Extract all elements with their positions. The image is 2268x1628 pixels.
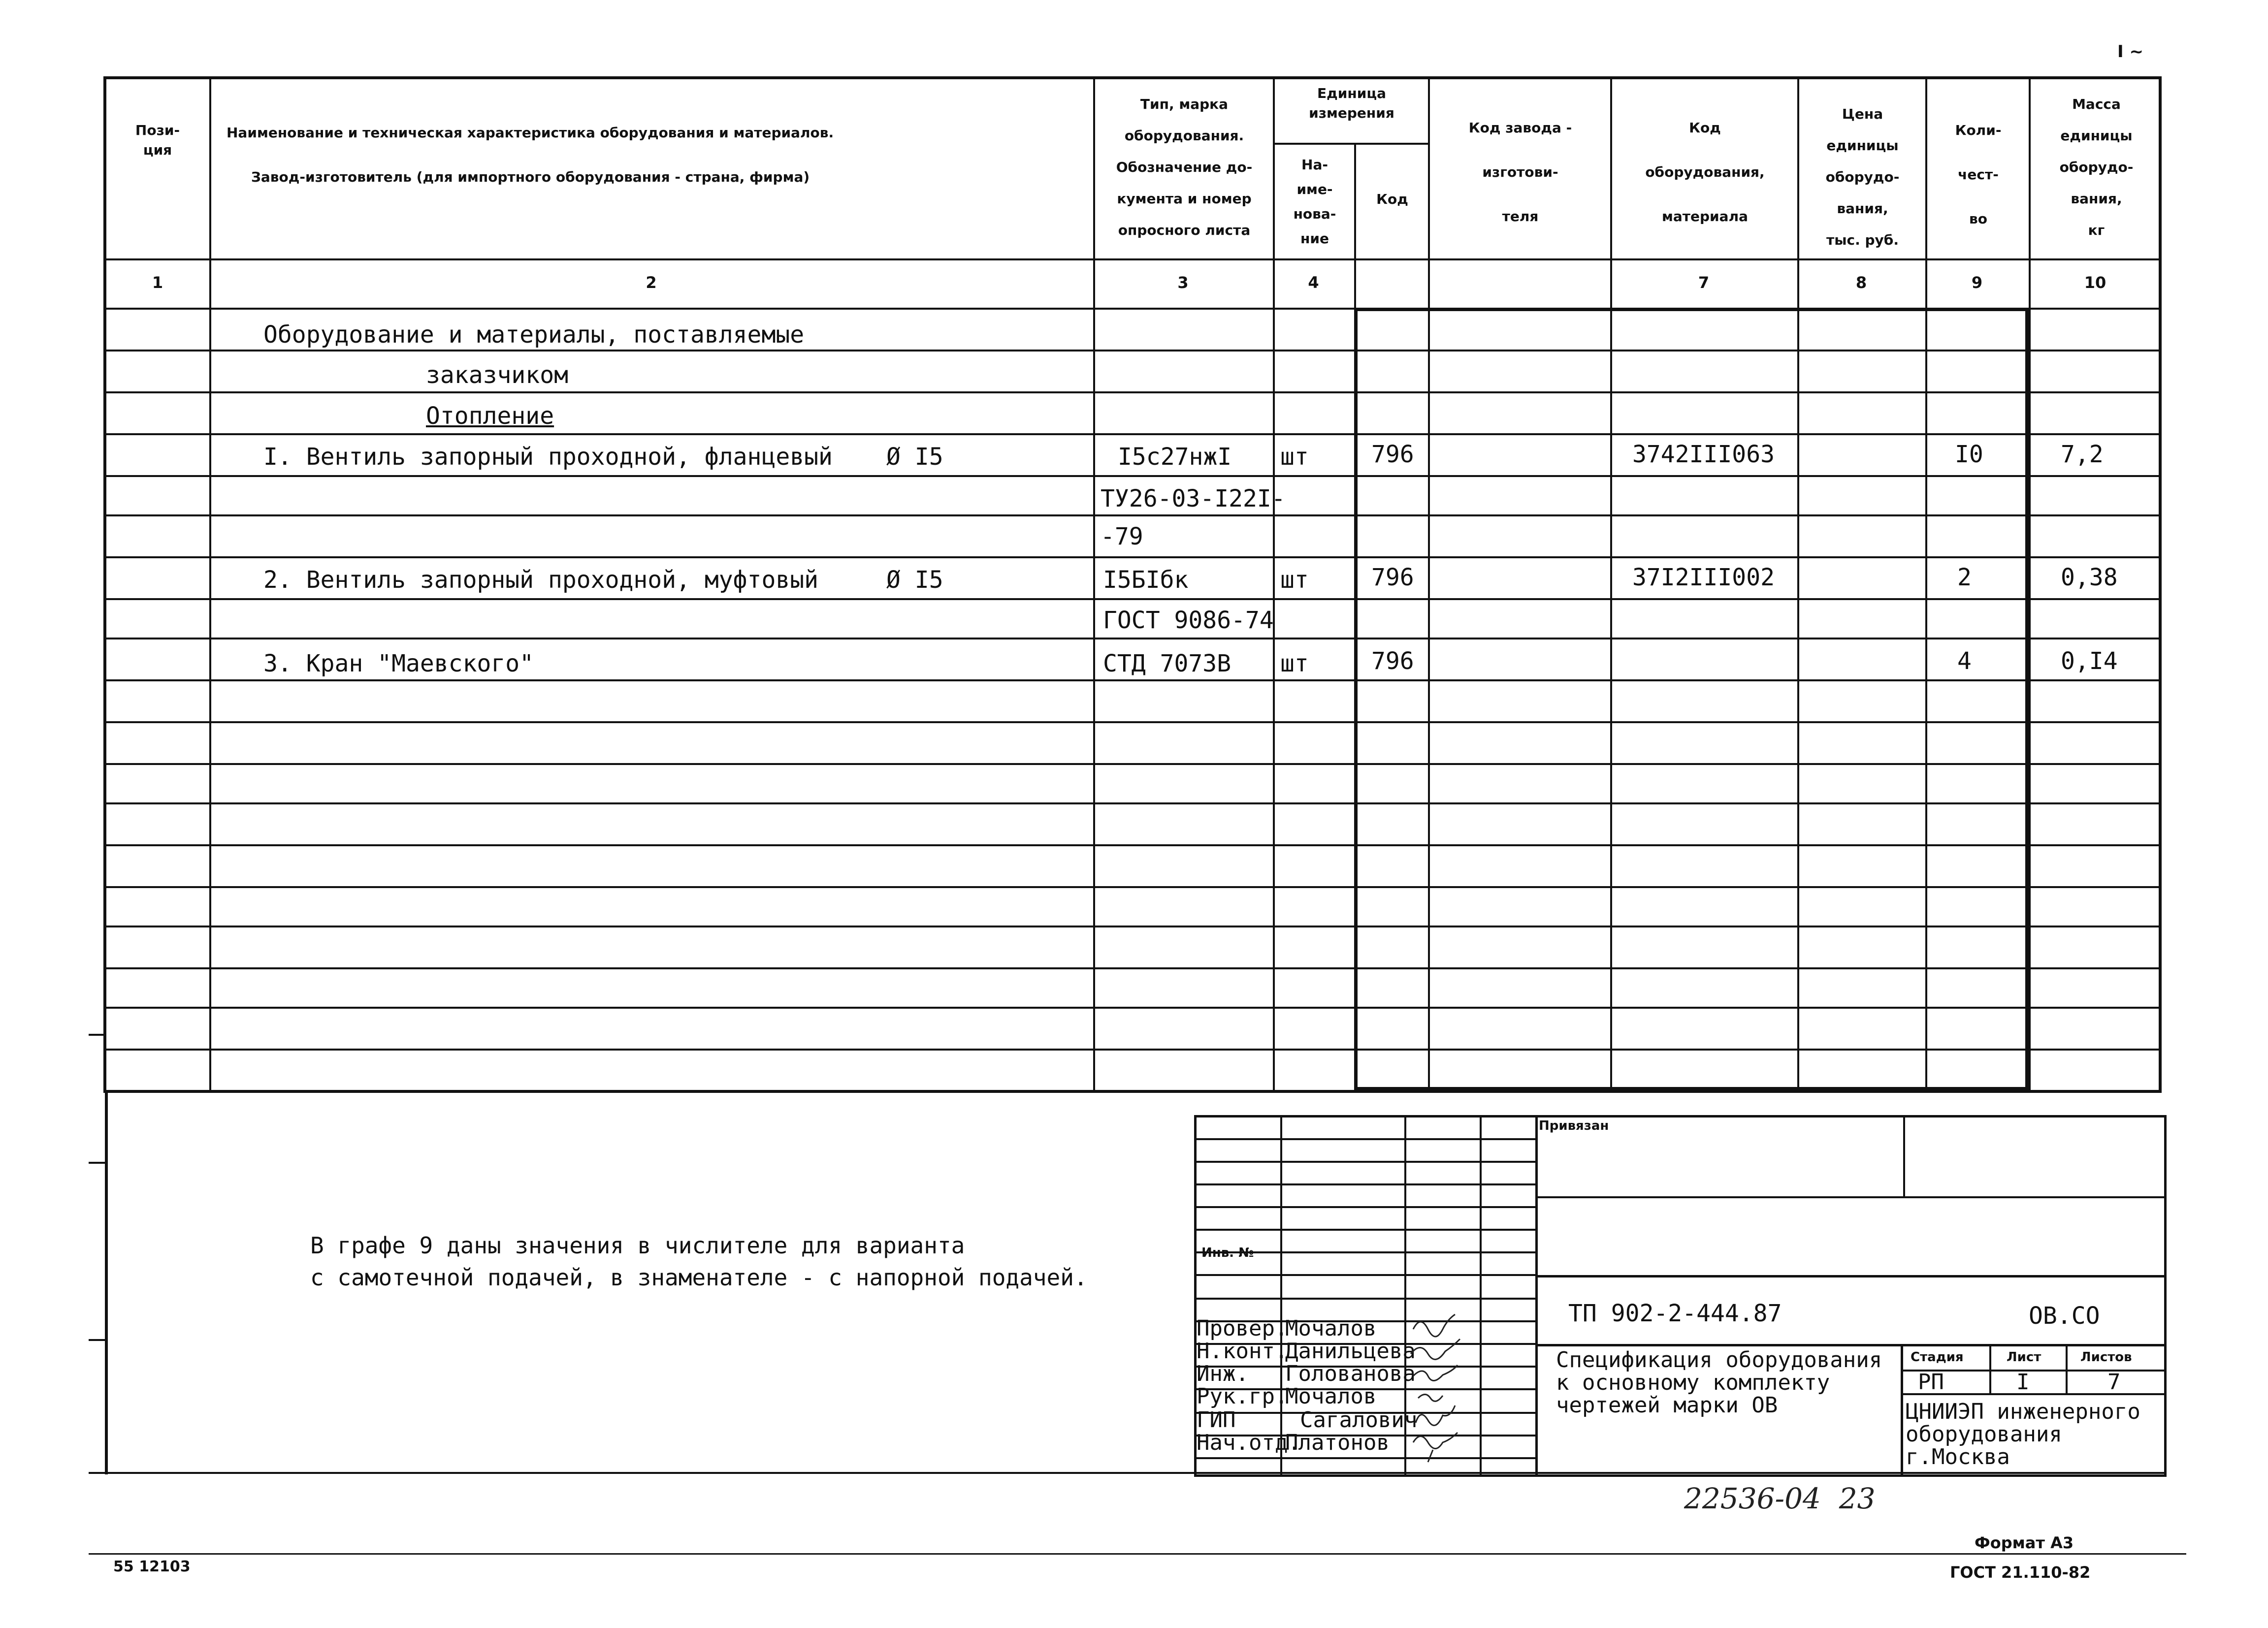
header-unit-name: На- име- нова- ние [1293, 157, 1336, 247]
item-1-standard: ТУ26-03-I22I- [1101, 485, 1286, 512]
header-quantity: Коли- чест- во [1955, 122, 2002, 227]
footer-line [89, 1553, 2186, 1555]
sheets-value: 7 [2107, 1370, 2121, 1395]
item-2-diameter: Ø I5 [886, 566, 943, 594]
item-3-type: СТД 7073В [1103, 650, 1231, 677]
colnum-9: 9 [1971, 273, 1983, 292]
org-line2: оборудования [1906, 1422, 2062, 1447]
row-line [103, 514, 2162, 516]
header-unit-group: Единица измерения [1309, 85, 1394, 121]
header-type: Тип, марка оборудования. Обозначение до- кумента и номер опросного листа [1116, 96, 1253, 238]
signer-role-1: Провер. [1197, 1316, 1288, 1341]
item-3-name: 3. Кран "Маевского" [263, 650, 534, 677]
handwritten-number: 22536-04 23 [1684, 1482, 1876, 1515]
signatures [1403, 1309, 1482, 1467]
row-line [103, 350, 2162, 351]
item-1-diameter: Ø I5 [886, 443, 943, 471]
note-line2: с самотечной подачей, в знаменателе - с напорной подачей. [310, 1264, 1088, 1291]
item-2-material-code: 37I2III002 [1632, 564, 1775, 591]
colnum-1: 1 [152, 273, 163, 292]
subsection-heating: Отопление [426, 402, 554, 430]
item-1-unit: шт [1280, 443, 1309, 471]
row-line [103, 556, 2162, 558]
bottom-left-code: 55 12103 [113, 1558, 191, 1575]
org-line1: ЦНИИЭП инженерного [1906, 1399, 2140, 1424]
signer-name-5: Сагалович [1300, 1407, 1418, 1433]
header-mass: Масса единицы оборудо- вания, кг [2059, 96, 2134, 238]
tb-line [1194, 1457, 1535, 1459]
row-line [103, 391, 2162, 393]
sheet-label: Лист [2007, 1350, 2041, 1365]
signer-role-2: Н.конт. [1197, 1339, 1288, 1364]
header-position: Пози- ция [135, 122, 180, 158]
tb-line [1194, 1229, 1535, 1231]
stage-value: РП [1918, 1370, 1944, 1395]
col-line-1 [209, 76, 211, 1093]
header-material-code: Код оборудования, материала [1645, 120, 1765, 224]
row-line [103, 721, 2162, 723]
tb-line [1194, 1183, 1535, 1185]
row-line [103, 433, 2162, 435]
tb-line [1989, 1344, 1991, 1393]
signer-role-3: Инж. [1197, 1361, 1249, 1386]
col-line-9 [2029, 76, 2031, 1093]
frame-left-edge [105, 1090, 108, 1474]
row-line [103, 802, 2162, 804]
header-plant-code: Код завода - изготови- теля [1468, 120, 1572, 224]
gost-label: ГОСТ 21.110-82 [1950, 1563, 2091, 1582]
item-2-name: 2. Вентиль запорный проходной, муфтовый [263, 566, 819, 594]
header-unit-code: Код [1376, 191, 1408, 207]
signer-name-6: Платонов [1285, 1430, 1390, 1455]
colnum-2: 2 [646, 273, 657, 292]
item-1-quantity: I0 [1955, 441, 1983, 468]
doc-title-line2: к основному комплекту [1556, 1370, 1830, 1395]
doc-title-line1: Спецификация оборудования [1556, 1347, 1882, 1373]
item-2-unit-code: 796 [1371, 564, 1414, 591]
signer-name-3: Голованова [1285, 1361, 1416, 1386]
note-line1: В графе 9 даны значения в числителе для варианта [310, 1232, 965, 1259]
sheets-label: Листов [2080, 1350, 2132, 1365]
signer-role-4: Рук.гр. [1197, 1384, 1288, 1409]
org-line3: г.Москва [1906, 1444, 2010, 1469]
doc-title-line3: чертежей марки ОВ [1556, 1393, 1778, 1418]
row-line [103, 886, 2162, 888]
row-line [103, 763, 2162, 765]
format-label: Формат А3 [1975, 1533, 2074, 1552]
signer-name-2: Данильцева [1285, 1339, 1416, 1364]
corner-mark: I ~ [2117, 42, 2143, 62]
header-bottom-line [103, 258, 2162, 260]
doc-mark: ОВ.СО [2029, 1302, 2100, 1330]
item-3-unit: шт [1280, 650, 1309, 677]
section-title-line1: Оборудование и материалы, поставляемые [263, 321, 805, 349]
item-3-mass: 0,I4 [2061, 647, 2118, 675]
linked-label: Привязан [1539, 1118, 1609, 1133]
tb-line [1535, 1196, 2167, 1198]
signer-role-5: ГИП [1197, 1407, 1236, 1433]
tb-line [1280, 1115, 1282, 1474]
col-line-3 [1273, 76, 1275, 1093]
item-1-unit-code: 796 [1371, 441, 1414, 468]
signer-name-4: Мочалов [1285, 1384, 1377, 1409]
item-2-unit: шт [1280, 566, 1309, 594]
item-2-quantity: 2 [1957, 564, 1972, 591]
row-line [103, 967, 2162, 969]
item-3-quantity: 4 [1957, 647, 1972, 675]
row-line [103, 679, 2162, 681]
tb-line [1535, 1115, 1538, 1474]
tb-line [2066, 1344, 2068, 1393]
tb-line [1194, 1138, 1535, 1140]
row-line [103, 844, 2162, 846]
inv-number-label: Инв. № [1201, 1245, 1254, 1260]
row-line [103, 598, 2162, 600]
margin-tick [89, 1162, 105, 1164]
item-2-type: I5БIбк [1103, 566, 1189, 594]
row-line [103, 638, 2162, 639]
row-line [103, 926, 2162, 927]
tb-line [1194, 1161, 1535, 1163]
margin-tick [89, 1034, 105, 1036]
item-1-name: I. Вентиль запорный проходной, фланцевый [263, 443, 833, 471]
colnum-8: 8 [1855, 273, 1867, 292]
stage-label: Стадия [1911, 1350, 1964, 1365]
col-line-2 [1093, 76, 1095, 1093]
colnum-3: 3 [1177, 273, 1189, 292]
tb-line [1194, 1298, 1535, 1300]
tb-line [1535, 1275, 2167, 1277]
tb-line [1194, 1274, 1535, 1276]
item-1-material-code: 3742III063 [1632, 441, 1775, 468]
colnum-4: 4 [1308, 273, 1319, 292]
margin-tick [89, 1339, 105, 1341]
doc-code: ТП 902-2-444.87 [1568, 1300, 1782, 1327]
unit-group-line [1273, 143, 1428, 145]
sheet-value: I [2016, 1370, 2030, 1395]
row-line [103, 1049, 2162, 1051]
tb-line [1903, 1115, 1905, 1196]
item-3-unit-code: 796 [1371, 647, 1414, 675]
item-2-mass: 0,38 [2061, 564, 2118, 591]
tb-line [1901, 1344, 1903, 1474]
colnum-7: 7 [1698, 273, 1710, 292]
colnum-10: 10 [2084, 273, 2106, 292]
item-1-standard-year: -79 [1101, 523, 1143, 550]
item-1-mass: 7,2 [2061, 441, 2104, 468]
header-price: Цена единицы оборудо- вания, тыс. руб. [1825, 106, 1900, 248]
item-2-standard: ГОСТ 9086-74 [1103, 607, 1274, 634]
code-columns-box [1354, 308, 2029, 1090]
section-title-line2: заказчиком [426, 361, 568, 389]
tb-line [1194, 1206, 1535, 1208]
signer-role-6: Нач.отд. [1197, 1430, 1301, 1455]
row-line [103, 475, 2162, 477]
item-1-type: I5с27нжI [1118, 443, 1232, 471]
header-name: Наименование и техническая характеристика оборудования и материалов. Завод-изготовитель (для импортного оборудования - страна, фирма) [227, 125, 834, 185]
signer-name-1: Мочалов [1285, 1316, 1377, 1341]
row-line [103, 1007, 2162, 1009]
tb-line [1535, 1344, 2167, 1346]
